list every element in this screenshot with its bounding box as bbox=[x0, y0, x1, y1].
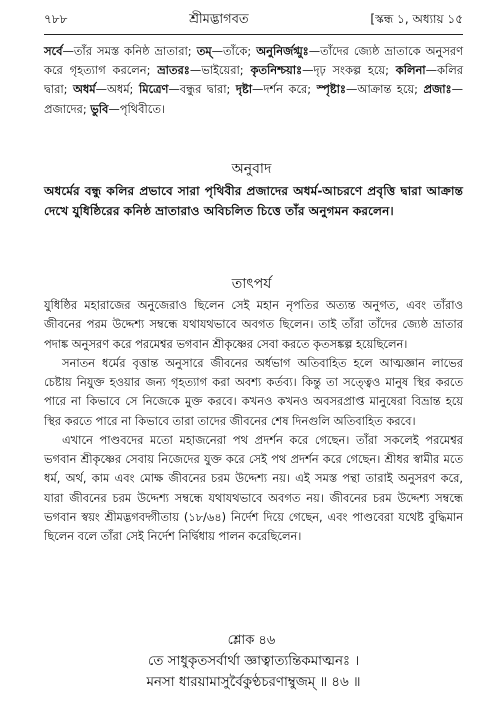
gloss-word: দৃষ্টা bbox=[235, 82, 253, 97]
purport-paragraph: সনাতন ধর্মের বৃত্তান্ত অনুসারে জীবনের অর্ধভাগ অতিবাহিত হলে আত্মজ্ঞান লাভের চেষ্টায় নিযুক্ত হওয়ার জন্য গৃহত্যাগ করা অবশ্য কর্তব্য। কিন্তু তা সত্ত্বেও মানুষ স্থির করতে পারে না কিভাবে সে নিজেকে মুক্ত করবে। কখনও কখনও অবসরপ্রাপ্ত মানুষেরা বিভ্রান্ত হয়ে স্থির করতে পারে না কিভাবে তারা তাদের জীবনের শেষ দিনগুলি অতিবাহিত করবে। bbox=[44, 355, 463, 428]
gloss-word: ভ্রাতরঃ bbox=[157, 63, 190, 78]
gloss-meaning: —তাঁকে; bbox=[211, 44, 257, 58]
purport-heading: তাৎপর্য bbox=[231, 276, 272, 292]
gloss-word: কৃতনিশ্চয়াঃ bbox=[250, 63, 303, 78]
purport-paragraph: এখানে পাণ্ডবদের মতো মহাজনেরা পথ প্রদর্শন করে গেছেন। তাঁরা সকলেই পরমেশ্বর ভগবান শ্রীকৃষ্ণের সেবায় নিজেদের যুক্ত করে সেই পথ প্রদর্শন করে গেছেন। শ্রীধর স্বামীর মতে ধর্ম, অর্থ, কাম এবং মোক্ষ জীবনের চরম উদ্দেশ্য নয়। এই সমস্ত পন্থা তারাই অনুসরণ করে, যারা জীবনের চরম উদ্দেশ্য সম্বন্ধে যথাযথভাবে অবগত নয়। জীবনের চরম উদ্দেশ্য সম্বন্ধে ভগবান স্বয়ং শ্রীমদ্ভগবদ্গীতায় (১৮/৬৪) নির্দেশ দিয়ে গেছেন, এবং পাণ্ডবেরা যথেষ্ট বুদ্ধিমান ছিলেন বলে তাঁরা সেই নির্দেশ নির্দ্বিধায় পালন করেছিলেন। bbox=[44, 432, 463, 543]
gloss-meaning: —তাঁর সমস্ত কনিষ্ঠ ভ্রাতারা; bbox=[62, 44, 197, 58]
gloss-meaning: —ভাইয়েরা; bbox=[189, 63, 251, 78]
gloss-meaning: —দৃঢ় সংকল্প হয়ে; bbox=[302, 63, 396, 78]
gloss-meaning: —প্রজাদের; bbox=[44, 82, 463, 116]
verse-line: তে সাধুকৃতসর্বার্থা জ্ঞাত্বাত্যন্তিকমাত্মনঃ । bbox=[147, 654, 360, 669]
purport-paragraph: যুধিষ্ঠির মহারাজের অনুজেরাও ছিলেন সেই মহান নৃপতির অত্যন্ত অনুগত, এবং তাঁরাও জীবনের পরম উদ্দেশ্য সম্বন্ধে যথাযথভাবে অবগত ছিলেন। তাই তাঁরা তাঁদের জ্যেষ্ঠ ভ্রাতার পদাঙ্ক অনুসরণ করে পরমেশ্বর ভগবান শ্রীকৃষ্ণের সেবা করতে কৃতসঙ্কল্প হয়েছিলেন। bbox=[44, 298, 463, 351]
gloss-word: স্পৃষ্টাঃ bbox=[316, 82, 346, 97]
purport-body bbox=[44, 296, 463, 546]
gloss-meaning: —আক্রান্ত হয়ে; bbox=[345, 82, 424, 97]
gloss-word: মিত্রেণ bbox=[138, 82, 169, 97]
translation-text: অধর্মের বন্ধু কলির প্রভাবে সারা পৃথিবীর প্রজাদের অধর্ম-আচরণে প্রবৃত্তি দ্বারা আক্রান্ত দেখে যুধিষ্ঠিরের কনিষ্ঠ ভ্রাতারাও অবিচলিত চিত্তে তাঁর অনুগমন করলেন। bbox=[44, 184, 463, 218]
verse-number-label: শ্লোক ৪৬ bbox=[227, 633, 276, 648]
gloss-word: অনুনির্জগ্মুঃ bbox=[256, 44, 309, 58]
word-for-word-gloss bbox=[44, 42, 463, 119]
gloss-word: প্রজাঃ bbox=[423, 82, 452, 97]
running-header bbox=[44, 10, 463, 35]
book-title: শ্রীমদ্ভাগবত bbox=[189, 12, 249, 27]
gloss-meaning: —তাঁদের জ্যেষ্ঠ ভ্রাতাকে অনুসরণ করে গৃহত্যাগ করলেন; bbox=[44, 44, 464, 78]
gloss-word: সর্বে bbox=[44, 44, 63, 58]
gloss-meaning: —বন্ধুর দ্বারা; bbox=[168, 82, 236, 97]
gloss-meaning: —দর্শন করে; bbox=[252, 82, 317, 97]
translation-heading: অনুবাদ bbox=[231, 161, 272, 177]
gloss-word: কলিনা bbox=[395, 63, 426, 78]
gloss-meaning: —অধর্ম; bbox=[95, 82, 139, 97]
gloss-meaning: —পৃথিবীতে। bbox=[108, 101, 165, 116]
gloss-word: ভুবি bbox=[90, 101, 109, 116]
gloss-word: অধর্ম bbox=[73, 82, 96, 97]
page-number: ৭৮৮ bbox=[44, 12, 68, 26]
canto-chapter: [স্কন্ধ ১, অধ্যায় ১৫ bbox=[370, 12, 463, 26]
sanskrit-verse bbox=[44, 651, 463, 693]
verse-line: মনসা ধারয়ামাসুর্বৈকুণ্ঠচরণাম্বুজম্ ॥ ৪৬ ॥ bbox=[146, 675, 361, 690]
gloss-word: তম্ bbox=[196, 44, 212, 58]
gloss-meaning: —কলির দ্বারা; bbox=[44, 63, 463, 97]
